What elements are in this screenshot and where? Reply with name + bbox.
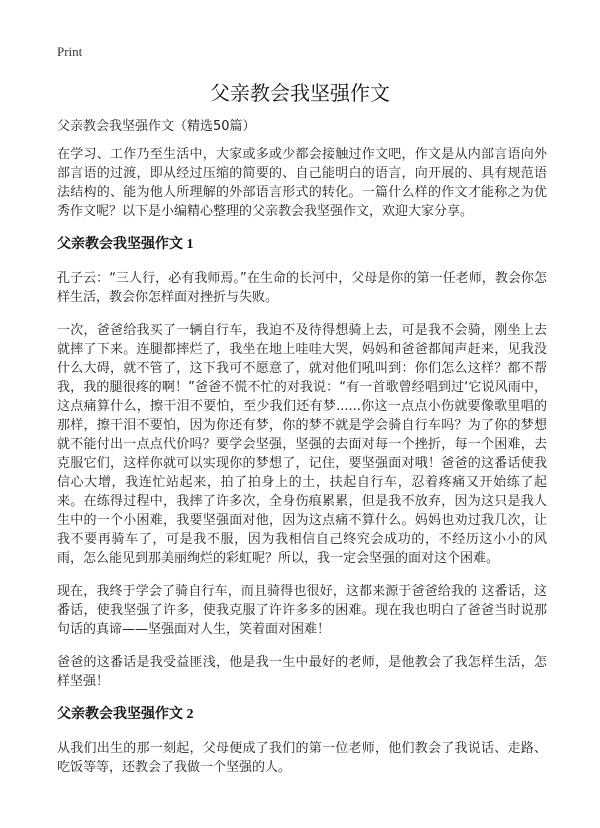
- section-1-paragraph-3: 现在，我终于学会了骑自行车，而且骑得也很好，这都来源于爸爸给我的 这番话，这番话，使我坚强了许多，使我克服了许许多多的困难。现在我也明白了爸爸当时说那句话的真谛——坚强面对人生，笑着面对困难！: [57, 584, 547, 637]
- article-subtitle: 父亲教会我坚强作文（精选50篇）: [57, 119, 256, 134]
- section-heading-1: 父亲教会我坚强作文 1: [57, 237, 194, 252]
- print-link[interactable]: Print: [57, 44, 83, 59]
- intro-paragraph: 在学习、工作乃至生活中，大家或多或少都会接触过作文吧，作文是从内部言语向外部言语的过渡，即从经过压缩的简要的、自己能明白的语言，向开展的、具有规范语法结构的、能为他人所理解的外部语言形式的转化。一篇什么样的作文才能称之为优秀作文呢？以下是小编精心整理的父亲教会我坚强作文，欢迎大家分享。: [57, 147, 547, 219]
- section-1-paragraph-2: 一次，爸爸给我买了一辆自行车，我迫不及待得想骑上去，可是我不会骑，刚坐上去就摔了下来。连腿都摔烂了，我坐在地上哇哇大哭，妈妈和爸爸都闻声赶来，见我没什么大碍，就不管了，这下我可不愿意了，就对他们吼叫到：你们怎么这样？都不帮我，我的腿很疼的啊！”爸爸不慌不忙的对我说：“有一首歌曾经唱到过‘它说风雨中，这点痛算什么，擦干泪不要怕，至少我们还有梦......你这一点点小伤就要像歌里唱的那样，擦干泪不要怕，因为你还有梦，你的梦不就是学会骑自行车吗？为了你的梦想就不能付出一点点代价吗？要学会坚强，坚强的去面对每一个挫折，每一个困难，去克服它们，这样你就可以实现你的梦想了，记住，要坚强面对哦！爸爸的这番话使我信心大增，我连忙站起来，拍了拍身上的土，扶起自行车，忍着疼痛又开始练了起来。在练得过程中，我摔了许多次，全身伤痕累累，但是我不放弃，因为这只是我人生中的一个小困难，我要坚强面对他，因为这点痛不算什么。妈妈也劝过我几次，让我不要再骑车了，可是我不服，因为我相信自己终究会成功的，不经历这小小的风雨，怎么能见到那美丽绚烂的彩虹呢？所以，我一定会坚强的面对这个困难。: [57, 323, 547, 566]
- section-1-paragraph-1: 孔子云：“三人行，必有我师焉。”在生命的长河中，父母是你的第一任老师，教会你怎样生活，教会你怎样面对挫折与失败。: [57, 271, 547, 305]
- page-title: 父亲教会我坚强作文: [210, 81, 390, 105]
- section-heading-2: 父亲教会我坚强作文 2: [57, 707, 194, 722]
- section-2-paragraph-1: 从我们出生的那一刻起，父母便成了我们的第一位老师，他们教会了我说话、走路、吃饭等等，还教会了我做一个坚强的人。: [57, 741, 547, 775]
- section-1-paragraph-4: 爸爸的这番话是我受益匪浅，他是我一生中最好的老师，是他教会了我怎样生活，怎样坚强！: [57, 655, 547, 689]
- article-body: [57, 117, 547, 777]
